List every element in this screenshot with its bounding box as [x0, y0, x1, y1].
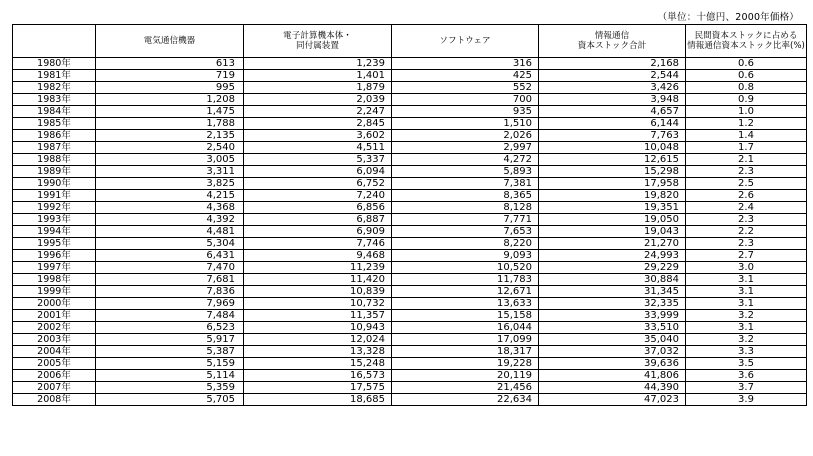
- computer-cell: 10,732: [244, 298, 392, 310]
- computer-cell: 11,239: [244, 262, 392, 274]
- software-cell: 12,671: [392, 286, 539, 298]
- total-cell: 29,229: [539, 262, 686, 274]
- software-cell: 316: [392, 58, 539, 70]
- computer-cell: 15,248: [244, 358, 392, 370]
- year-cell: 1980年: [13, 58, 96, 70]
- year-cell: 2003年: [13, 334, 96, 346]
- telecom-cell: 4,392: [96, 214, 244, 226]
- ratio-cell: 0.8: [686, 82, 807, 94]
- ratio-cell: 0.9: [686, 94, 807, 106]
- software-cell: 1,510: [392, 118, 539, 130]
- total-cell: 2,168: [539, 58, 686, 70]
- telecom-cell: 6,431: [96, 250, 244, 262]
- telecom-cell: 1,208: [96, 94, 244, 106]
- computer-cell: 17,575: [244, 382, 392, 394]
- table-row: [13, 250, 807, 262]
- total-cell: 24,993: [539, 250, 686, 262]
- ratio-cell: 3.1: [686, 298, 807, 310]
- year-cell: 1996年: [13, 250, 96, 262]
- year-cell: 1997年: [13, 262, 96, 274]
- year-cell: 2002年: [13, 322, 96, 334]
- year-cell: 2006年: [13, 370, 96, 382]
- table-row: [13, 70, 807, 82]
- computer-cell: 1,239: [244, 58, 392, 70]
- ratio-cell: 0.6: [686, 70, 807, 82]
- ratio-cell: 2.3: [686, 166, 807, 178]
- telecom-cell: 6,523: [96, 322, 244, 334]
- ratio-cell: 0.6: [686, 58, 807, 70]
- software-cell: 8,365: [392, 190, 539, 202]
- table-row: [13, 262, 807, 274]
- ratio-cell: 2.3: [686, 214, 807, 226]
- total-cell: 47,023: [539, 394, 686, 406]
- ratio-cell: 2.2: [686, 226, 807, 238]
- unit-note: （単位：十億円、2000年価格）: [657, 12, 799, 23]
- ratio-cell: 3.2: [686, 310, 807, 322]
- computer-cell: 11,357: [244, 310, 392, 322]
- telecom-cell: 3,311: [96, 166, 244, 178]
- software-cell: 2,026: [392, 130, 539, 142]
- total-cell: 19,351: [539, 202, 686, 214]
- ratio-cell: 3.2: [686, 334, 807, 346]
- ratio-cell: 2.7: [686, 250, 807, 262]
- telecom-cell: 5,359: [96, 382, 244, 394]
- telecom-cell: 5,304: [96, 238, 244, 250]
- table-row: [13, 166, 807, 178]
- software-cell: 5,893: [392, 166, 539, 178]
- header-software: ソフトウェア: [392, 25, 539, 58]
- telecom-cell: 5,387: [96, 346, 244, 358]
- table-row: [13, 298, 807, 310]
- software-cell: 7,381: [392, 178, 539, 190]
- computer-cell: 1,879: [244, 82, 392, 94]
- ratio-cell: 1.7: [686, 142, 807, 154]
- computer-cell: 3,602: [244, 130, 392, 142]
- software-cell: 18,317: [392, 346, 539, 358]
- telecom-cell: 995: [96, 82, 244, 94]
- total-cell: 33,999: [539, 310, 686, 322]
- total-cell: 7,763: [539, 130, 686, 142]
- header-computer-body: 電子計算機本体・ 同付属装置: [244, 25, 392, 58]
- year-cell: 1989年: [13, 166, 96, 178]
- ict-capital-stock-table: [12, 24, 807, 406]
- computer-cell: 11,420: [244, 274, 392, 286]
- computer-cell: 1,401: [244, 70, 392, 82]
- telecom-cell: 3,825: [96, 178, 244, 190]
- table-row: [13, 322, 807, 334]
- table-row: [13, 190, 807, 202]
- software-cell: 7,771: [392, 214, 539, 226]
- computer-cell: 2,845: [244, 118, 392, 130]
- total-cell: 15,298: [539, 166, 686, 178]
- year-cell: 2008年: [13, 394, 96, 406]
- year-cell: 1993年: [13, 214, 96, 226]
- total-cell: 6,144: [539, 118, 686, 130]
- ratio-cell: 2.3: [686, 238, 807, 250]
- table-row: [13, 226, 807, 238]
- computer-cell: 10,943: [244, 322, 392, 334]
- ratio-cell: 2.4: [686, 202, 807, 214]
- ratio-cell: 2.6: [686, 190, 807, 202]
- table-row: [13, 394, 807, 406]
- ratio-cell: 1.4: [686, 130, 807, 142]
- table-row: [13, 106, 807, 118]
- telecom-cell: 7,484: [96, 310, 244, 322]
- telecom-cell: 3,005: [96, 154, 244, 166]
- ratio-cell: 3.1: [686, 274, 807, 286]
- year-cell: 1981年: [13, 70, 96, 82]
- table-row: [13, 58, 807, 70]
- header-ict-share-ratio: 民間資本ストックに占める 情報通信資本ストック比率(%): [686, 25, 807, 58]
- telecom-cell: 2,540: [96, 142, 244, 154]
- telecom-cell: 4,368: [96, 202, 244, 214]
- table-row: [13, 382, 807, 394]
- telecom-cell: 5,917: [96, 334, 244, 346]
- computer-cell: 9,468: [244, 250, 392, 262]
- year-cell: 2004年: [13, 346, 96, 358]
- year-cell: 1990年: [13, 178, 96, 190]
- total-cell: 3,948: [539, 94, 686, 106]
- year-cell: 2007年: [13, 382, 96, 394]
- total-cell: 35,040: [539, 334, 686, 346]
- telecom-cell: 2,135: [96, 130, 244, 142]
- software-cell: 19,228: [392, 358, 539, 370]
- total-cell: 19,050: [539, 214, 686, 226]
- year-cell: 1983年: [13, 94, 96, 106]
- software-cell: 552: [392, 82, 539, 94]
- computer-cell: 2,039: [244, 94, 392, 106]
- computer-cell: 18,685: [244, 394, 392, 406]
- total-cell: 41,806: [539, 370, 686, 382]
- computer-cell: 2,247: [244, 106, 392, 118]
- total-cell: 32,335: [539, 298, 686, 310]
- computer-cell: 12,024: [244, 334, 392, 346]
- total-cell: 21,270: [539, 238, 686, 250]
- software-cell: 425: [392, 70, 539, 82]
- ratio-cell: 2.5: [686, 178, 807, 190]
- table-row: [13, 346, 807, 358]
- total-cell: 3,426: [539, 82, 686, 94]
- table-row: [13, 370, 807, 382]
- computer-cell: 6,752: [244, 178, 392, 190]
- software-cell: 9,093: [392, 250, 539, 262]
- total-cell: 37,032: [539, 346, 686, 358]
- telecom-cell: 4,215: [96, 190, 244, 202]
- telecom-cell: 7,836: [96, 286, 244, 298]
- year-cell: 1986年: [13, 130, 96, 142]
- computer-cell: 4,511: [244, 142, 392, 154]
- telecom-cell: 5,705: [96, 394, 244, 406]
- ratio-cell: 3.6: [686, 370, 807, 382]
- ratio-cell: 3.9: [686, 394, 807, 406]
- table-row: [13, 178, 807, 190]
- total-cell: 17,958: [539, 178, 686, 190]
- table-row: [13, 214, 807, 226]
- ratio-cell: 3.5: [686, 358, 807, 370]
- table-row: [13, 286, 807, 298]
- year-cell: 1984年: [13, 106, 96, 118]
- table-row: [13, 94, 807, 106]
- software-cell: 4,272: [392, 154, 539, 166]
- software-cell: 20,119: [392, 370, 539, 382]
- telecom-cell: 5,159: [96, 358, 244, 370]
- year-cell: 1992年: [13, 202, 96, 214]
- computer-cell: 6,094: [244, 166, 392, 178]
- total-cell: 44,390: [539, 382, 686, 394]
- computer-cell: 6,887: [244, 214, 392, 226]
- computer-cell: 13,328: [244, 346, 392, 358]
- year-cell: 1987年: [13, 142, 96, 154]
- year-cell: 1991年: [13, 190, 96, 202]
- ratio-cell: 2.1: [686, 154, 807, 166]
- table-row: [13, 334, 807, 346]
- software-cell: 21,456: [392, 382, 539, 394]
- table-row: [13, 118, 807, 130]
- telecom-cell: 7,681: [96, 274, 244, 286]
- total-cell: 12,615: [539, 154, 686, 166]
- software-cell: 15,158: [392, 310, 539, 322]
- software-cell: 700: [392, 94, 539, 106]
- year-cell: 1998年: [13, 274, 96, 286]
- computer-cell: 7,746: [244, 238, 392, 250]
- year-cell: 1988年: [13, 154, 96, 166]
- computer-cell: 6,909: [244, 226, 392, 238]
- telecom-cell: 5,114: [96, 370, 244, 382]
- telecom-cell: 4,481: [96, 226, 244, 238]
- software-cell: 13,633: [392, 298, 539, 310]
- software-cell: 935: [392, 106, 539, 118]
- software-cell: 10,520: [392, 262, 539, 274]
- telecom-cell: 7,470: [96, 262, 244, 274]
- table-row: [13, 358, 807, 370]
- total-cell: 39,636: [539, 358, 686, 370]
- total-cell: 19,043: [539, 226, 686, 238]
- software-cell: 8,220: [392, 238, 539, 250]
- computer-cell: 16,573: [244, 370, 392, 382]
- header-ict-capital-total: 情報通信 資本ストック合計: [539, 25, 686, 58]
- telecom-cell: 719: [96, 70, 244, 82]
- total-cell: 30,884: [539, 274, 686, 286]
- table-row: [13, 274, 807, 286]
- telecom-cell: 1,475: [96, 106, 244, 118]
- software-cell: 2,997: [392, 142, 539, 154]
- table-row: [13, 130, 807, 142]
- total-cell: 33,510: [539, 322, 686, 334]
- computer-cell: 5,337: [244, 154, 392, 166]
- ratio-cell: 3.0: [686, 262, 807, 274]
- year-cell: 1985年: [13, 118, 96, 130]
- header-year: [13, 25, 96, 58]
- telecom-cell: 613: [96, 58, 244, 70]
- year-cell: 1995年: [13, 238, 96, 250]
- table-row: [13, 238, 807, 250]
- software-cell: 11,783: [392, 274, 539, 286]
- table-body: [13, 58, 807, 406]
- table-row: [13, 202, 807, 214]
- table-row: [13, 142, 807, 154]
- total-cell: 4,657: [539, 106, 686, 118]
- total-cell: 19,820: [539, 190, 686, 202]
- total-cell: 31,345: [539, 286, 686, 298]
- software-cell: 8,128: [392, 202, 539, 214]
- ratio-cell: 1.0: [686, 106, 807, 118]
- telecom-cell: 1,788: [96, 118, 244, 130]
- total-cell: 2,544: [539, 70, 686, 82]
- telecom-cell: 7,969: [96, 298, 244, 310]
- total-cell: 10,048: [539, 142, 686, 154]
- year-cell: 2005年: [13, 358, 96, 370]
- computer-cell: 10,839: [244, 286, 392, 298]
- ratio-cell: 3.1: [686, 286, 807, 298]
- ratio-cell: 3.1: [686, 322, 807, 334]
- ratio-cell: 3.3: [686, 346, 807, 358]
- ratio-cell: 3.7: [686, 382, 807, 394]
- computer-cell: 7,240: [244, 190, 392, 202]
- software-cell: 16,044: [392, 322, 539, 334]
- software-cell: 17,099: [392, 334, 539, 346]
- software-cell: 7,653: [392, 226, 539, 238]
- ratio-cell: 1.2: [686, 118, 807, 130]
- year-cell: 2001年: [13, 310, 96, 322]
- header-row: [13, 25, 807, 58]
- year-cell: 1982年: [13, 82, 96, 94]
- computer-cell: 6,856: [244, 202, 392, 214]
- year-cell: 1999年: [13, 286, 96, 298]
- table-row: [13, 82, 807, 94]
- software-cell: 22,634: [392, 394, 539, 406]
- table-row: [13, 154, 807, 166]
- year-cell: 2000年: [13, 298, 96, 310]
- year-cell: 1994年: [13, 226, 96, 238]
- table-row: [13, 310, 807, 322]
- header-telecom-equipment: 電気通信機器: [96, 25, 244, 58]
